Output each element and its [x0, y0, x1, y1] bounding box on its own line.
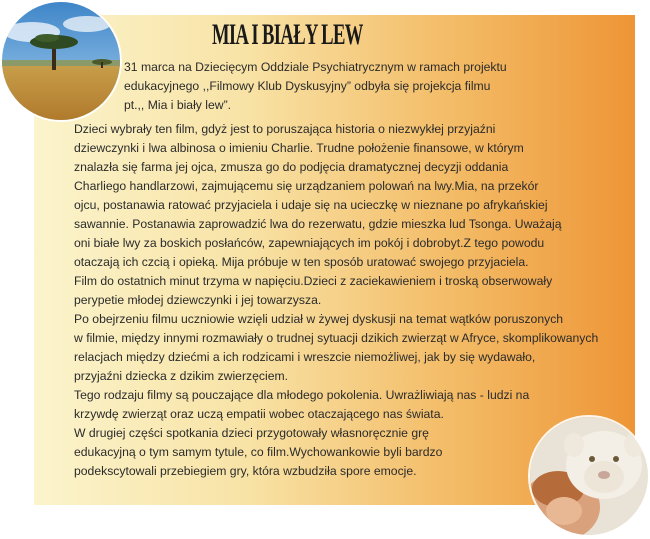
body-line: Film do ostatnich minut trzyma w napięciu.Dzieci z zaciekawieniem i troską obserwowały: [74, 274, 553, 288]
body-line: otaczają ich czcią i opieką. Mija próbuje w ten sposób uratować swojego przyjaciela.: [74, 255, 529, 269]
intro-paragraph: [124, 58, 544, 115]
body-line: Tego rodzaju filmy są pouczające dla młodego pokolenia. Uwrażliwiają nas - ludzi na: [74, 388, 530, 402]
savanna-photo: [2, 2, 120, 120]
intro-line: pt.,, Mia i biały lew”.: [124, 98, 232, 112]
intro-line: edukacyjnego ,,Filmowy Klub Dyskusyjny” odbyła się projekcja filmu: [124, 79, 491, 93]
body-line: znalazła się farma jej ojca, zmusza go do podjęcia dramatycznej decyzji oddania: [74, 160, 509, 174]
body-line: Charliego handlarzowi, zajmującemu się urządzaniem polowań na lwy.Mia, na przekór: [74, 179, 539, 193]
body-line: krzywdę zwierząt oraz uczą empatii wobec otaczającego nas świata.: [74, 407, 444, 421]
body-line: Dzieci wybrały ten film, gdyż jest to poruszająca historia o niezwykłej przyjaźni: [74, 122, 496, 136]
body-line: relacjach między dziećmi a ich rodzicami i wreszcie niemożliwej, jak by się wydawało,: [74, 350, 536, 364]
body-line: ojcu, postanawia ratować przyjaciela i udaje się na ucieczkę w nieznane po afrykańskiej: [74, 198, 548, 212]
body-line: przyjaźni dziecka z dzikim zwierzęciem.: [74, 369, 289, 383]
body-line: dziewczynki i lwa albinosa o imieniu Charlie. Trudne położenie finansowe, w którym: [74, 141, 524, 155]
body-line: oni białe lwy za boskich posłańców, zapewniających im pokój i dobrobyt.Z tego powodu: [74, 236, 545, 250]
body-line: podekscytowali przebiegiem gry, która wzbudziła spore emocje.: [74, 464, 417, 478]
body-line: Po obejrzeniu filmu uczniowie wzięli udział w żywej dyskusji na temat wątków poruszonych: [74, 312, 564, 326]
body-line: w filmie, między innymi rozmawiały o trudnej sytuacji dzikich zwierząt w Afryce, skomplikowanych: [74, 331, 599, 345]
body-line: sawannie. Postanawia zaprowadzić lwa do rezerwatu, gdzie mieszka lud Tsonga. Uważają: [74, 217, 562, 231]
intro-line: 31 marca na Dziecięcym Oddziale Psychiatrycznym w ramach projektu: [124, 60, 507, 74]
article-title: MIA I BIAŁY LEW: [212, 18, 363, 51]
girl-and-white-lion-photo: [530, 417, 648, 535]
body-line: W drugiej części spotkania dzieci przygotowały własnoręcznie grę: [74, 426, 429, 440]
body-line: edukacyjną o tym samym tytule, co film.Wychowankowie byli bardzo: [74, 445, 443, 459]
body-line: perypetie młodej dziewczynki i jej towarzysza.: [74, 293, 322, 307]
